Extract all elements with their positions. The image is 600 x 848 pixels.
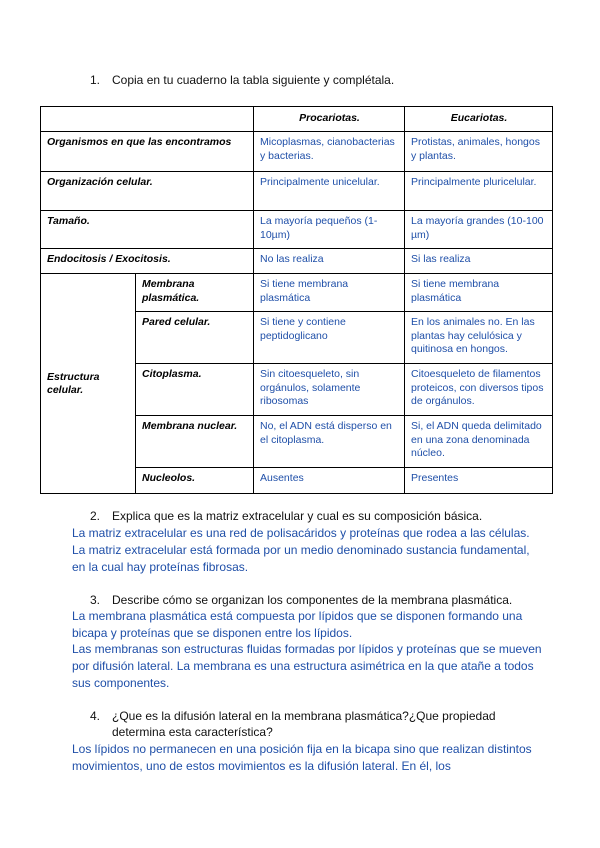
cell-nucleoli-eu: Presentes xyxy=(405,468,553,494)
table-header-row xyxy=(41,107,553,132)
answer-3-part-2: Las membranas son estructuras fluidas formadas por lípidos y proteínas que se mueven por difusión lateral. La membrana es una estructura asimétrica en la que atañe a todos sus componentes. xyxy=(72,642,542,690)
header-empty-cell xyxy=(41,107,254,132)
question-1 xyxy=(90,72,394,88)
answer-3-part-1: La membrana plasmática está compuesta por lípidos que se disponen formando una bicapa y proteínas que se disponen entre los lípidos. xyxy=(72,609,523,640)
question-text: Explica que es la matriz extracelular y cual es su composición básica. xyxy=(112,509,483,523)
sub-label-membrane: Membrana plasmática. xyxy=(136,274,254,312)
header-prokaryotes: Procariotas. xyxy=(254,107,405,132)
table-row xyxy=(41,211,553,249)
cell-nucleoli-pro: Ausentes xyxy=(254,468,405,494)
cell-nuclear-pro: No, el ADN está disperso en el citoplasma. xyxy=(254,416,405,468)
question-number: 3. xyxy=(90,593,101,607)
comparison-table xyxy=(40,106,553,494)
question-number: 1. xyxy=(90,73,101,87)
sub-label-nucleoli: Nucleolos. xyxy=(136,468,254,494)
table-row xyxy=(41,172,553,211)
question-number: 2. xyxy=(90,509,101,523)
row-label-size: Tamaño. xyxy=(41,211,254,249)
cell-organisms-pro: Micoplasmas, cianobacterias y bacterias. xyxy=(254,132,405,172)
cell-membrane-eu: Si tiene membrana plasmática xyxy=(405,274,553,312)
cell-membrane-pro: Si tiene membrana plasmática xyxy=(254,274,405,312)
question-2 xyxy=(90,508,482,524)
answer-2: La matriz extracelular es una red de polisacáridos y proteínas que rodea a las células. La matriz extracelular está formada por un medio denominado sustancia fundamental, en la cual hay proteínas fibrosas. xyxy=(72,526,530,574)
cell-endo-pro: No las realiza xyxy=(254,249,405,274)
cell-organisms-eu: Protistas, animales, hongos y plantas. xyxy=(405,132,553,172)
cell-endo-eu: Si las realiza xyxy=(405,249,553,274)
table-row xyxy=(41,274,553,312)
question-text: Describe cómo se organizan los componentes de la membrana plasmática. xyxy=(112,593,513,607)
answer-4: Los lípidos no permanecen en una posición fija en la bicapa sino que realizan distintos movimientos, uno de estos movimientos es la difusión lateral. En él, los xyxy=(72,742,532,773)
cell-wall-pro: Si tiene y contiene peptidoglicano xyxy=(254,312,405,364)
cell-organization-eu: Principalmente pluricelular. xyxy=(405,172,553,211)
sub-label-wall: Pared celular. xyxy=(136,312,254,364)
question-4-line-2: determina esta característica? xyxy=(112,725,273,739)
row-label-organisms: Organismos en que las encontramos xyxy=(41,132,254,172)
cell-size-eu: La mayoría grandes (10-100 µm) xyxy=(405,211,553,249)
question-text: Copia en tu cuaderno la tabla siguiente y complétala. xyxy=(112,73,395,87)
cell-wall-eu: En los animales no. En las plantas hay celulósica y quitinosa en hongos. xyxy=(405,312,553,364)
question-number: 4. xyxy=(90,709,101,723)
header-eukaryotes: Eucariotas. xyxy=(405,107,553,132)
table-row xyxy=(41,132,553,172)
row-label-organization: Organización celular. xyxy=(41,172,254,211)
sub-label-cytoplasm: Citoplasma. xyxy=(136,364,254,416)
question-4 xyxy=(90,708,496,724)
table-row xyxy=(41,249,553,274)
question-3 xyxy=(90,592,512,608)
row-label-endocytosis: Endocitosis / Exocitosis. xyxy=(41,249,254,274)
cell-organization-pro: Principalmente unicelular. xyxy=(254,172,405,211)
row-label-structure: Estructura celular. xyxy=(41,274,136,494)
cell-cytoplasm-pro: Sin citoesqueleto, sin orgánulos, solamente ribosomas xyxy=(254,364,405,416)
sub-label-nuclear: Membrana nuclear. xyxy=(136,416,254,468)
cell-cytoplasm-eu: Citoesqueleto de filamentos proteicos, con diversos tipos de orgánulos. xyxy=(405,364,553,416)
cell-size-pro: La mayoría pequeños (1-10µm) xyxy=(254,211,405,249)
question-text-line-1: ¿Que es la difusión lateral en la membrana plasmática?¿Que propiedad xyxy=(112,709,496,723)
cell-nuclear-eu: Si, el ADN queda delimitado en una zona denominada núcleo. xyxy=(405,416,553,468)
